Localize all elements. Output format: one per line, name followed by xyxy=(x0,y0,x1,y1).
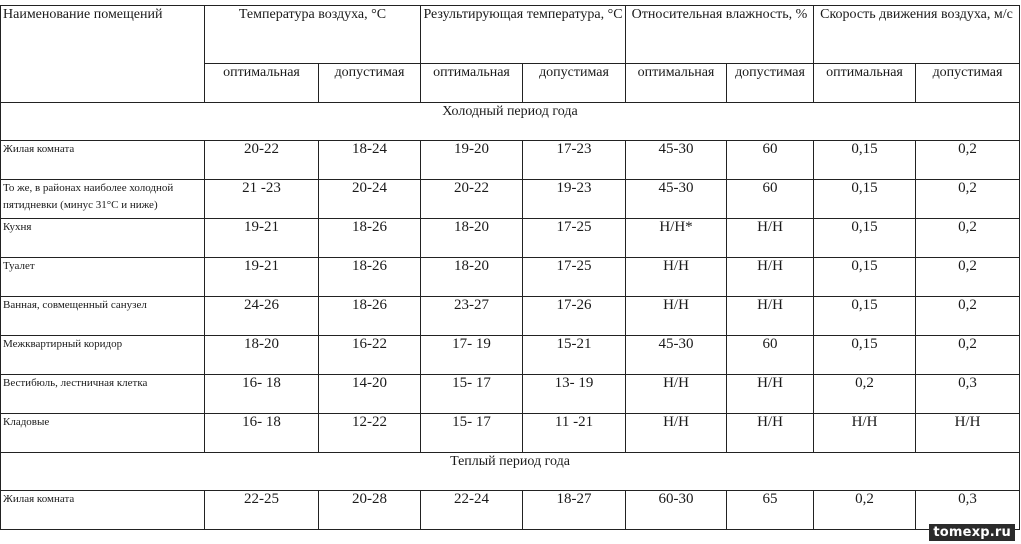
value-cell: 0,15 xyxy=(814,258,916,297)
value-cell: 60 xyxy=(727,336,814,375)
table-row xyxy=(1,141,1020,180)
room-name-cell: Кухня xyxy=(1,219,205,258)
value-cell: 11 -21 xyxy=(523,414,626,453)
site-watermark: tomexp.ru xyxy=(929,524,1015,541)
value-cell: Н/Н* xyxy=(626,219,727,258)
subheader-optimal: оптимальная xyxy=(814,64,916,103)
value-cell: 22-24 xyxy=(421,491,523,530)
room-name-cell: Межквартирный коридор xyxy=(1,336,205,375)
value-cell: 18-27 xyxy=(523,491,626,530)
value-cell: 23-27 xyxy=(421,297,523,336)
value-cell: 60 xyxy=(727,141,814,180)
room-name-cell: Жилая комната xyxy=(1,491,205,530)
value-cell: 18-26 xyxy=(319,219,421,258)
value-cell: 19-21 xyxy=(205,219,319,258)
subheader-allowable: допустимая xyxy=(523,64,626,103)
room-name-cell: То же, в районах наиболее холодной пятидневки (минус 31°С и ниже) xyxy=(1,180,205,219)
value-cell: 18-26 xyxy=(319,297,421,336)
value-cell: 15- 17 xyxy=(421,414,523,453)
value-cell: Н/Н xyxy=(727,258,814,297)
section-row-cold xyxy=(1,103,1020,141)
room-name-cell: Жилая комната xyxy=(1,141,205,180)
value-cell: 16- 18 xyxy=(205,414,319,453)
value-cell: Н/Н xyxy=(626,297,727,336)
value-cell: Н/Н xyxy=(626,375,727,414)
table-row xyxy=(1,336,1020,375)
value-cell: 0,2 xyxy=(916,180,1020,219)
room-name-cell: Вестибюль, лестничная клетка xyxy=(1,375,205,414)
value-cell: 0,2 xyxy=(916,258,1020,297)
value-cell: 45-30 xyxy=(626,180,727,219)
value-cell: 16-22 xyxy=(319,336,421,375)
header-room: Наименование помещений xyxy=(1,6,205,103)
value-cell: 24-26 xyxy=(205,297,319,336)
value-cell: Н/Н xyxy=(814,414,916,453)
subheader-allowable: допустимая xyxy=(727,64,814,103)
value-cell: 0,3 xyxy=(916,491,1020,530)
value-cell: 45-30 xyxy=(626,141,727,180)
value-cell: 0,15 xyxy=(814,336,916,375)
value-cell: 17-26 xyxy=(523,297,626,336)
section-row-warm xyxy=(1,453,1020,491)
section-title-cold: Холодный период года xyxy=(1,103,1020,141)
value-cell: Н/Н xyxy=(727,414,814,453)
value-cell: 0,15 xyxy=(814,297,916,336)
value-cell: Н/Н xyxy=(916,414,1020,453)
value-cell: 0,2 xyxy=(814,491,916,530)
value-cell: Н/Н xyxy=(626,414,727,453)
value-cell: 20-22 xyxy=(205,141,319,180)
value-cell: 0,15 xyxy=(814,141,916,180)
value-cell: 19-23 xyxy=(523,180,626,219)
value-cell: 20-28 xyxy=(319,491,421,530)
value-cell: 22-25 xyxy=(205,491,319,530)
value-cell: 19-21 xyxy=(205,258,319,297)
value-cell: 18-20 xyxy=(205,336,319,375)
table-row xyxy=(1,414,1020,453)
value-cell: 19-20 xyxy=(421,141,523,180)
value-cell: 14-20 xyxy=(319,375,421,414)
value-cell: 0,3 xyxy=(916,375,1020,414)
header-result-temp: Результирующая температура, °С xyxy=(421,6,626,64)
value-cell: 12-22 xyxy=(319,414,421,453)
table-row xyxy=(1,491,1020,530)
table-row xyxy=(1,258,1020,297)
value-cell: 60-30 xyxy=(626,491,727,530)
value-cell: 21 -23 xyxy=(205,180,319,219)
value-cell: 13- 19 xyxy=(523,375,626,414)
value-cell: 15- 17 xyxy=(421,375,523,414)
value-cell: 17-25 xyxy=(523,219,626,258)
header-air-speed: Скорость движения воздуха, м/с xyxy=(814,6,1020,64)
value-cell: 0,15 xyxy=(814,219,916,258)
subheader-optimal: оптимальная xyxy=(205,64,319,103)
room-name-cell: Туалет xyxy=(1,258,205,297)
value-cell: 20-22 xyxy=(421,180,523,219)
header-row xyxy=(1,6,1020,64)
room-name-cell: Кладовые xyxy=(1,414,205,453)
value-cell: 0,2 xyxy=(814,375,916,414)
value-cell: 20-24 xyxy=(319,180,421,219)
table-row xyxy=(1,375,1020,414)
value-cell: Н/Н xyxy=(727,375,814,414)
value-cell: Н/Н xyxy=(626,258,727,297)
value-cell: 18-20 xyxy=(421,219,523,258)
value-cell: 0,2 xyxy=(916,336,1020,375)
value-cell: 65 xyxy=(727,491,814,530)
subheader-allowable: допустимая xyxy=(916,64,1020,103)
value-cell: 16- 18 xyxy=(205,375,319,414)
value-cell: 17- 19 xyxy=(421,336,523,375)
table-row xyxy=(1,297,1020,336)
header-air-temp: Температура воздуха, °С xyxy=(205,6,421,64)
subheader-optimal: оптимальная xyxy=(421,64,523,103)
value-cell: 45-30 xyxy=(626,336,727,375)
value-cell: 60 xyxy=(727,180,814,219)
value-cell: 18-26 xyxy=(319,258,421,297)
subheader-allowable: допустимая xyxy=(319,64,421,103)
value-cell: Н/Н xyxy=(727,297,814,336)
value-cell: 15-21 xyxy=(523,336,626,375)
value-cell: 17-25 xyxy=(523,258,626,297)
table-row xyxy=(1,180,1020,219)
value-cell: 0,2 xyxy=(916,297,1020,336)
value-cell: 0,2 xyxy=(916,219,1020,258)
value-cell: 18-24 xyxy=(319,141,421,180)
microclimate-table xyxy=(0,5,1020,530)
value-cell: 0,2 xyxy=(916,141,1020,180)
table-row xyxy=(1,219,1020,258)
subheader-optimal: оптимальная xyxy=(626,64,727,103)
header-humidity: Относительная влажность, % xyxy=(626,6,814,64)
room-name-cell: Ванная, совмещенный санузел xyxy=(1,297,205,336)
section-title-warm: Теплый период года xyxy=(1,453,1020,491)
value-cell: 18-20 xyxy=(421,258,523,297)
value-cell: 17-23 xyxy=(523,141,626,180)
value-cell: Н/Н xyxy=(727,219,814,258)
value-cell: 0,15 xyxy=(814,180,916,219)
